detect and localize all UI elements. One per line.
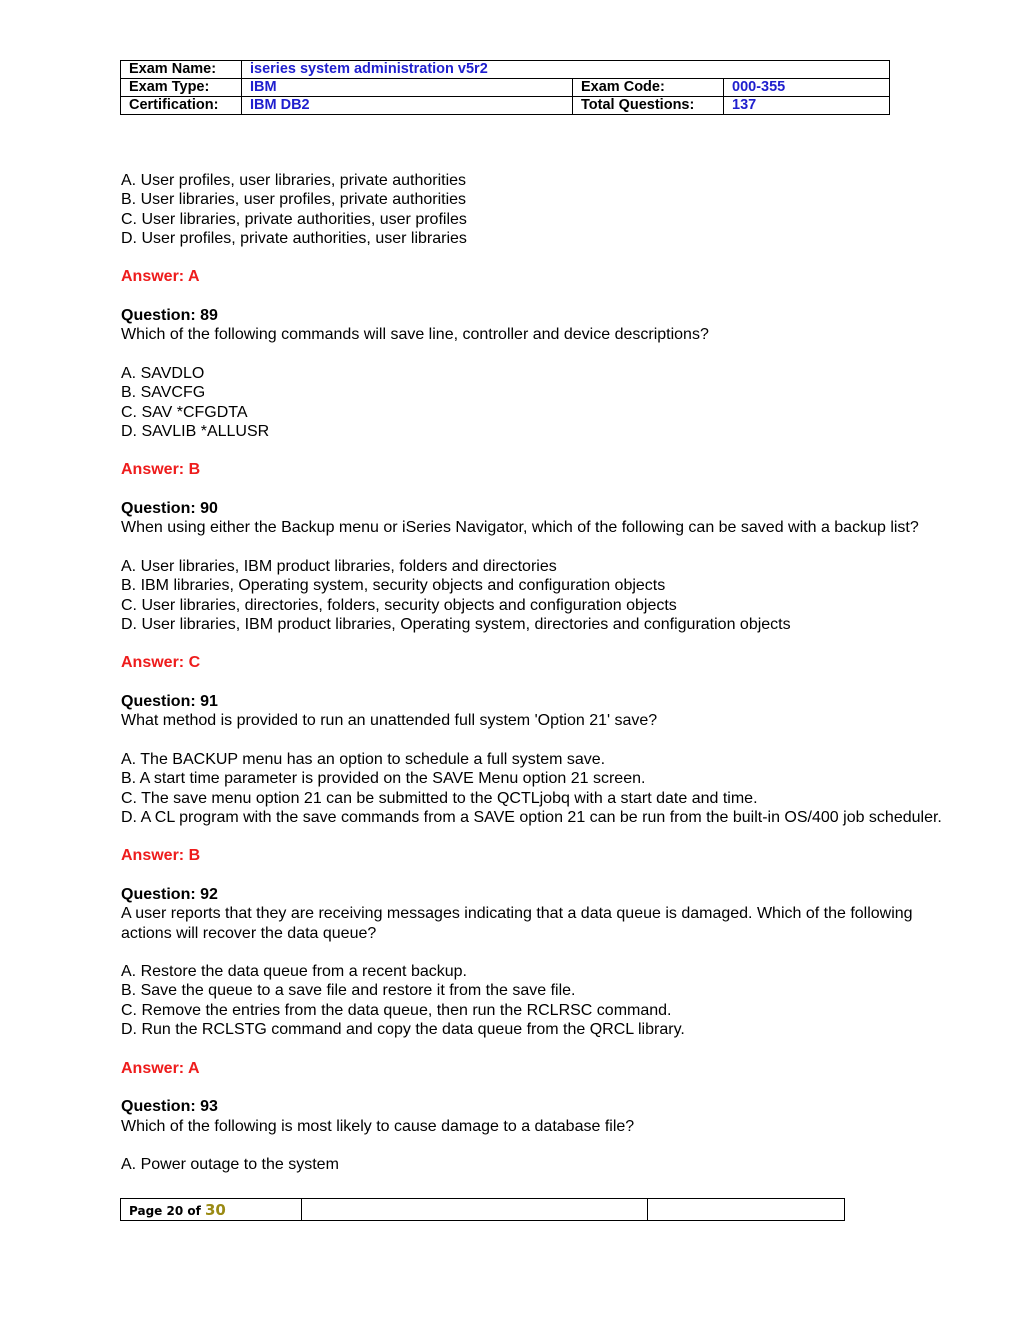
exam-name-label: Exam Name:	[121, 61, 242, 79]
answer-label: Answer: B	[121, 461, 201, 479]
option: C. SAV *CFGDTA	[121, 403, 248, 421]
option: A. User profiles, user libraries, private authorities	[121, 172, 467, 189]
option: D. Run the RCLSTG command and copy the data queue from the QRCL library.	[121, 1021, 685, 1039]
exam-name-row	[121, 61, 890, 79]
page-number	[121, 1199, 302, 1221]
answer-label: Answer: A	[121, 268, 200, 286]
answer-label: Answer: B	[121, 847, 201, 865]
certification-value: IBM DB2	[242, 97, 573, 115]
option: A. Restore the data queue from a recent backup.	[121, 963, 467, 981]
option: C. The save menu option 21 can be submitted to the QCTLjobq with a start date and time.	[121, 789, 758, 807]
option: B. IBM libraries, Operating system, security objects and configuration objects	[121, 577, 666, 595]
exam-code-value: 000-355	[724, 79, 890, 97]
question-title: Question: 92	[121, 885, 218, 903]
option: B. SAVCFG	[121, 384, 206, 402]
footer-cell-empty	[302, 1199, 648, 1221]
option: C. Remove the entries from the data queue, then run the RCLRSC command.	[121, 1001, 672, 1019]
questions-content	[121, 171, 981, 1174]
question-title: Question: 89	[121, 307, 218, 325]
exam-code-label: Exam Code:	[573, 79, 724, 97]
exam-name-value: iseries system administration v5r2	[242, 61, 890, 79]
certification-row	[121, 97, 890, 115]
option: B. A start time parameter is provided on the SAVE Menu option 21 screen.	[121, 770, 646, 788]
option: A. SAVDLO	[121, 364, 205, 382]
page-footer-table	[120, 1198, 845, 1221]
question-text: A user reports that they are receiving messages indicating that a data queue is damaged. Which of the following actions will recover the data queue?	[121, 905, 913, 942]
option: B. User libraries, user profiles, private authorities	[121, 191, 467, 209]
option: C. User libraries, directories, folders, security objects and configuration objects	[121, 596, 677, 614]
question-text: Which of the following is most likely to cause damage to a database file?	[121, 1117, 635, 1135]
option: A. Power outage to the system	[121, 1156, 339, 1174]
question-text: When using either the Backup menu or iSeries Navigator, which of the following can be saved with a backup list?	[121, 519, 919, 537]
exam-type-row	[121, 79, 890, 97]
question-title: Question: 93	[121, 1098, 218, 1116]
exam-header-table	[120, 60, 890, 115]
exam-type-value: IBM	[242, 79, 573, 97]
question-title: Question: 91	[121, 693, 218, 711]
option: D. User profiles, private authorities, user libraries	[121, 229, 467, 247]
total-questions-label: Total Questions:	[573, 97, 724, 115]
page-total: 30	[205, 1200, 226, 1219]
question-text: What method is provided to run an unattended full system 'Option 21' save?	[121, 712, 658, 730]
answer-label: Answer: A	[121, 1059, 200, 1077]
answer-label: Answer: C	[121, 654, 201, 672]
certification-label: Certification:	[121, 97, 242, 115]
option: A. The BACKUP menu has an option to schedule a full system save.	[121, 750, 606, 768]
footer-cell-empty	[648, 1199, 845, 1221]
option: A. User libraries, IBM product libraries, folders and directories	[121, 557, 557, 575]
option: D. User libraries, IBM product libraries, Operating system, directories and configuration objects	[121, 615, 791, 633]
option: B. Save the queue to a save file and restore it from the save file.	[121, 982, 576, 1000]
page-number-prefix: Page 20 of	[129, 1203, 205, 1218]
question-text: Which of the following commands will save line, controller and device descriptions?	[121, 326, 709, 344]
option: D. A CL program with the save commands from a SAVE option 21 can be run from the built-in OS/400 job scheduler.	[121, 808, 942, 826]
exam-type-label: Exam Type:	[121, 79, 242, 97]
question-title: Question: 90	[121, 500, 218, 518]
option: D. SAVLIB *ALLUSR	[121, 422, 270, 440]
total-questions-value: 137	[724, 97, 890, 115]
option: C. User libraries, private authorities, user profiles	[121, 210, 467, 228]
